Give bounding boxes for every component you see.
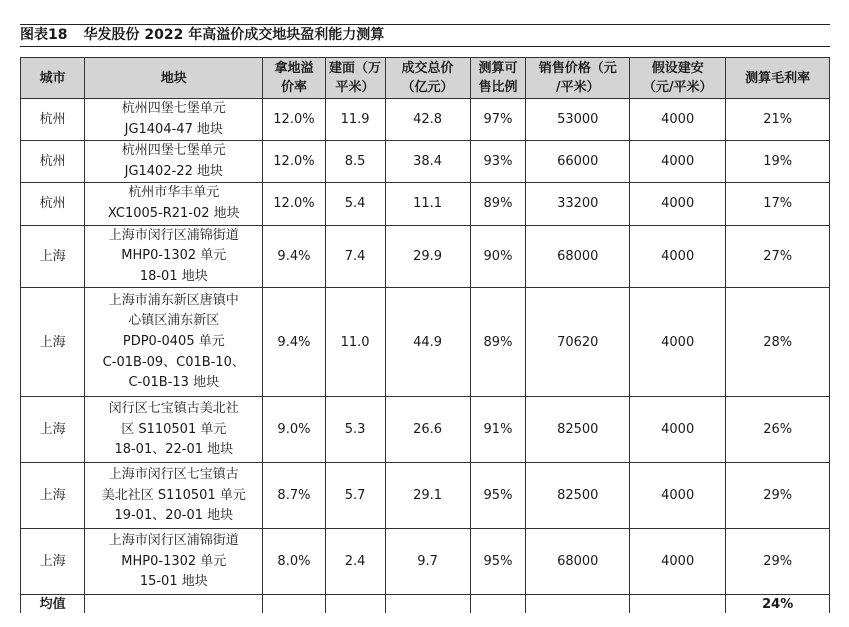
cell-plot: 上海市闵行区七宝镇古 美北社区 S110501 单元 19-01、20-01 地块 bbox=[85, 463, 263, 529]
cell-plot: 上海市浦东新区唐镇中 心镇区浦东新区 PDP0-0405 单元 C-01B-09、C01B-10、 C-01B-13 地块 bbox=[85, 288, 263, 397]
cell-gross-margin: 17% bbox=[726, 183, 830, 225]
cell-premium: 9.4% bbox=[263, 225, 325, 288]
cell-plot: 闵行区七宝镇古美北社 区 S110501 单元 18-01、22-01 地块 bbox=[85, 397, 263, 463]
cell-area: 8.5 bbox=[325, 141, 385, 183]
cell-premium: 9.4% bbox=[263, 288, 325, 397]
cell-city: 上海 bbox=[21, 463, 85, 529]
average-empty-cell bbox=[470, 595, 526, 614]
table-row bbox=[21, 225, 830, 288]
cell-city: 上海 bbox=[21, 397, 85, 463]
header-saleable-ratio: 测算可 售比例 bbox=[470, 58, 526, 99]
cell-construction-cost: 4000 bbox=[630, 397, 726, 463]
average-label: 均值 bbox=[21, 595, 85, 614]
table-body bbox=[21, 99, 830, 614]
cell-total-price: 11.1 bbox=[385, 183, 470, 225]
cell-premium: 9.0% bbox=[263, 397, 325, 463]
cell-saleable-ratio: 93% bbox=[470, 141, 526, 183]
cell-saleable-ratio: 89% bbox=[470, 288, 526, 397]
header-total-price: 成交总价 （亿元） bbox=[385, 58, 470, 99]
cell-total-price: 38.4 bbox=[385, 141, 470, 183]
average-empty-cell bbox=[263, 595, 325, 614]
cell-area: 5.3 bbox=[325, 397, 385, 463]
cell-construction-cost: 4000 bbox=[630, 141, 726, 183]
cell-construction-cost: 4000 bbox=[630, 99, 726, 141]
cell-premium: 8.7% bbox=[263, 463, 325, 529]
cell-total-price: 26.6 bbox=[385, 397, 470, 463]
average-empty-cell bbox=[85, 595, 263, 614]
cell-total-price: 44.9 bbox=[385, 288, 470, 397]
cell-plot: 杭州四堡七堡单元 JG1404-47 地块 bbox=[85, 99, 263, 141]
cell-construction-cost: 4000 bbox=[630, 183, 726, 225]
cell-gross-margin: 21% bbox=[726, 99, 830, 141]
cell-gross-margin: 29% bbox=[726, 529, 830, 595]
cell-city: 杭州 bbox=[21, 99, 85, 141]
header-sale-price: 销售价格（元 /平米） bbox=[526, 58, 630, 99]
cell-city: 上海 bbox=[21, 529, 85, 595]
cell-construction-cost: 4000 bbox=[630, 529, 726, 595]
cell-area: 2.4 bbox=[325, 529, 385, 595]
cell-sale-price: 33200 bbox=[526, 183, 630, 225]
cell-construction-cost: 4000 bbox=[630, 463, 726, 529]
average-empty-cell bbox=[325, 595, 385, 614]
cell-sale-price: 53000 bbox=[526, 99, 630, 141]
cell-saleable-ratio: 89% bbox=[470, 183, 526, 225]
cell-sale-price: 82500 bbox=[526, 463, 630, 529]
header-gross-margin: 测算毛利率 bbox=[726, 58, 830, 99]
header-premium: 拿地溢 价率 bbox=[263, 58, 325, 99]
table-row bbox=[21, 99, 830, 141]
cell-construction-cost: 4000 bbox=[630, 288, 726, 397]
cell-premium: 12.0% bbox=[263, 183, 325, 225]
header-construction-cost: 假设建安 （元/平米） bbox=[630, 58, 726, 99]
table-row bbox=[21, 183, 830, 225]
table-row bbox=[21, 463, 830, 529]
cell-gross-margin: 28% bbox=[726, 288, 830, 397]
cell-saleable-ratio: 95% bbox=[470, 463, 526, 529]
cell-premium: 8.0% bbox=[263, 529, 325, 595]
cell-sale-price: 82500 bbox=[526, 397, 630, 463]
cell-sale-price: 70620 bbox=[526, 288, 630, 397]
cell-plot: 杭州四堡七堡单元 JG1402-22 地块 bbox=[85, 141, 263, 183]
cell-city: 杭州 bbox=[21, 183, 85, 225]
cell-plot: 杭州市华丰单元 XC1005-R21-02 地块 bbox=[85, 183, 263, 225]
header-plot: 地块 bbox=[85, 58, 263, 99]
cell-premium: 12.0% bbox=[263, 99, 325, 141]
table-row bbox=[21, 141, 830, 183]
cell-gross-margin: 19% bbox=[726, 141, 830, 183]
table-row bbox=[21, 529, 830, 595]
figure-number: 图表18 bbox=[20, 27, 68, 43]
cell-gross-margin: 29% bbox=[726, 463, 830, 529]
table-header-row bbox=[21, 58, 830, 99]
cell-area: 11.9 bbox=[325, 99, 385, 141]
cell-area: 5.7 bbox=[325, 463, 385, 529]
average-empty-cell bbox=[526, 595, 630, 614]
figure-title-text: 华发股份 2022 年高溢价成交地块盈利能力测算 bbox=[83, 27, 385, 43]
cell-saleable-ratio: 95% bbox=[470, 529, 526, 595]
profitability-table bbox=[20, 57, 830, 613]
cell-city: 杭州 bbox=[21, 141, 85, 183]
cell-area: 5.4 bbox=[325, 183, 385, 225]
average-empty-cell bbox=[385, 595, 470, 614]
table-row bbox=[21, 397, 830, 463]
cell-sale-price: 68000 bbox=[526, 529, 630, 595]
cell-city: 上海 bbox=[21, 288, 85, 397]
cell-city: 上海 bbox=[21, 225, 85, 288]
cell-sale-price: 68000 bbox=[526, 225, 630, 288]
cell-area: 7.4 bbox=[325, 225, 385, 288]
cell-construction-cost: 4000 bbox=[630, 225, 726, 288]
cell-premium: 12.0% bbox=[263, 141, 325, 183]
cell-total-price: 29.1 bbox=[385, 463, 470, 529]
average-row bbox=[21, 595, 830, 614]
cell-plot: 上海市闵行区浦锦街道 MHP0-1302 单元 18-01 地块 bbox=[85, 225, 263, 288]
figure-title bbox=[20, 24, 830, 47]
cell-plot: 上海市闵行区浦锦街道 MHP0-1302 单元 15-01 地块 bbox=[85, 529, 263, 595]
cell-area: 11.0 bbox=[325, 288, 385, 397]
cell-gross-margin: 27% bbox=[726, 225, 830, 288]
header-city: 城市 bbox=[21, 58, 85, 99]
average-margin: 24% bbox=[726, 595, 830, 614]
cell-saleable-ratio: 90% bbox=[470, 225, 526, 288]
table-row bbox=[21, 288, 830, 397]
cell-saleable-ratio: 91% bbox=[470, 397, 526, 463]
average-empty-cell bbox=[630, 595, 726, 614]
header-area: 建面（万 平米） bbox=[325, 58, 385, 99]
cell-sale-price: 66000 bbox=[526, 141, 630, 183]
cell-gross-margin: 26% bbox=[726, 397, 830, 463]
cell-total-price: 29.9 bbox=[385, 225, 470, 288]
cell-saleable-ratio: 97% bbox=[470, 99, 526, 141]
cell-total-price: 9.7 bbox=[385, 529, 470, 595]
cell-total-price: 42.8 bbox=[385, 99, 470, 141]
